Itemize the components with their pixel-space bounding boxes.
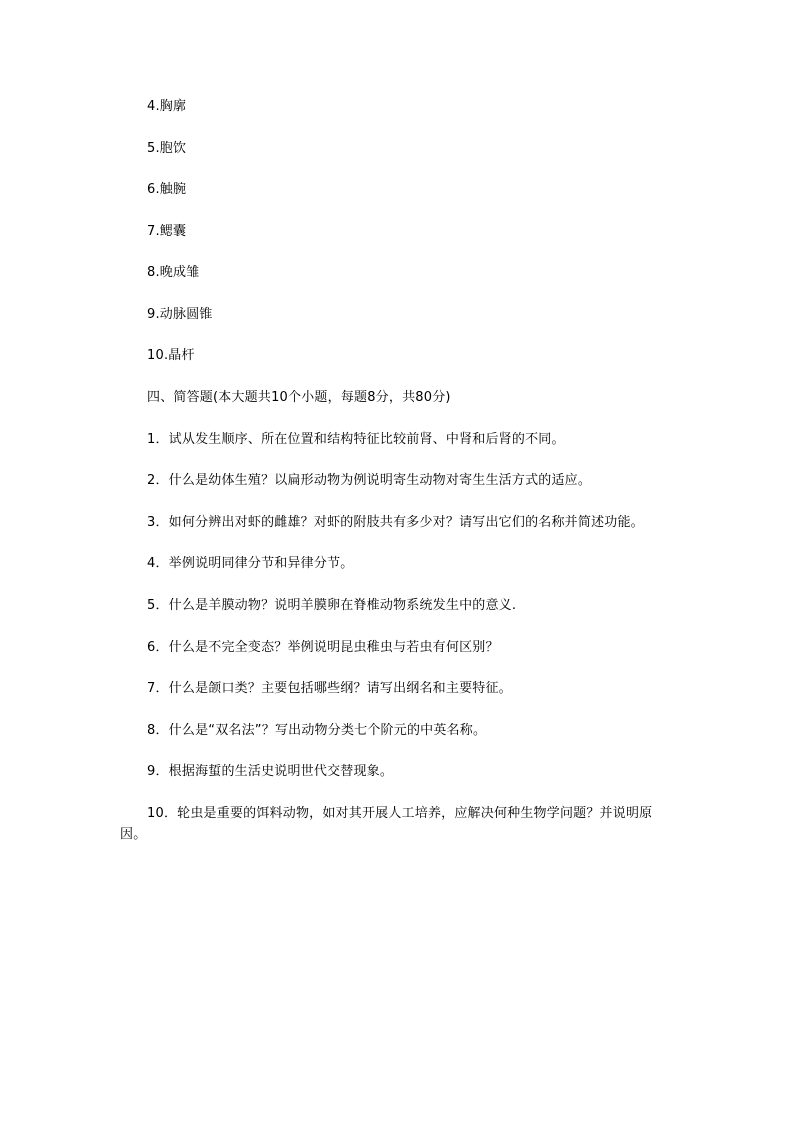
question-item: 3．如何分辨出对虾的雌雄？对虾的附肢共有多少对？请写出它们的名称并简述功能。: [147, 515, 644, 530]
term-item: 7.鳃囊: [147, 224, 187, 239]
term-item: 6.触腕: [147, 182, 187, 197]
question-item: 8．什么是“双名法”？写出动物分类七个阶元的中英名称。: [147, 723, 487, 738]
question-item: 5．什么是羊膜动物？说明羊膜卵在脊椎动物系统发生中的意义.: [147, 598, 517, 613]
term-item: 10.晶杆: [147, 348, 195, 363]
question-item: 7．什么是颌口类？主要包括哪些纲？请写出纲名和主要特征。: [147, 681, 512, 696]
section-heading: 四、简答题(本大题共10个小题，每题8分，共80分): [147, 390, 451, 405]
question-item: 2．什么是幼体生殖？以扁形动物为例说明寄生动物对寄生生活方式的适应。: [147, 473, 592, 488]
term-item: 8.晚成雏: [147, 265, 200, 280]
term-item: 5.胞饮: [147, 141, 187, 156]
question-item: 10．轮虫是重要的饵料动物，如对其开展人工培养，应解决何种生物学问题？并说明原因。: [120, 806, 653, 842]
question-item: 4．举例说明同律分节和异律分节。: [147, 556, 354, 571]
question-item: 9．根据海蜇的生活史说明世代交替现象。: [147, 764, 394, 779]
term-item: 9.动脉圆锥: [147, 307, 213, 322]
question-item: 6．什么是不完全变态？举例说明昆虫稚虫与若虫有何区别？: [147, 640, 499, 655]
term-item: 4.胸廓: [147, 99, 187, 114]
question-item: 1．试从发生顺序、所在位置和结构特征比较前肾、中肾和后肾的不同。: [147, 432, 565, 447]
